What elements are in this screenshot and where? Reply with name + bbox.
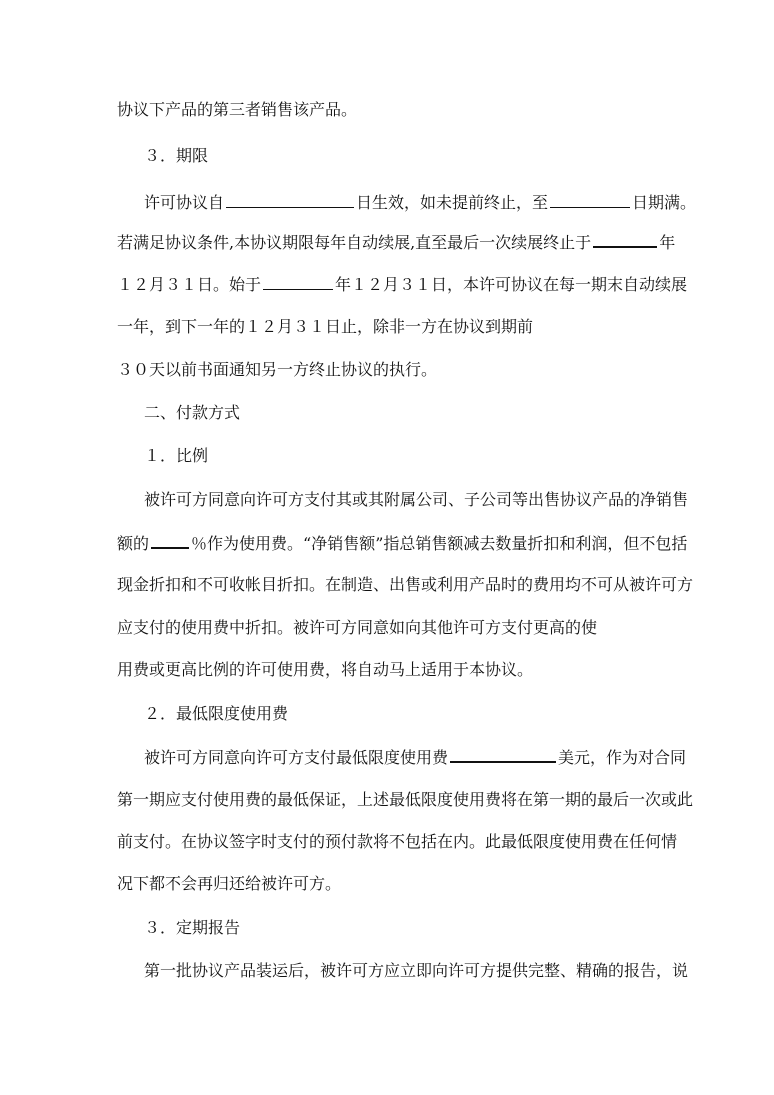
section-heading-ratio: １．比例 [144,446,209,465]
text-line: 协议下产品的第三者销售该产品。 [117,100,358,119]
fill-blank [450,747,556,763]
text-line: 第一期应支付使用费的最低保证，上述最低限度使用费将在第一期的最后一次或此 [117,790,694,809]
text-line: 许可协议自 日生效，如未提前终止，至 日期满。 [144,193,697,212]
section-heading-term: ３．期限 [144,146,209,165]
text-line: ３０天以前书面通知另一方终止协议的执行。 [117,360,438,379]
section-heading-minimum-fee: ２．最低限度使用费 [144,704,289,723]
text-line: 前支付。在协议签字时支付的预付款将不包括在内。此最低限度使用费在任何情 [117,832,678,851]
text-line: 第一批协议产品装运后，被许可方应立即向许可方提供完整、精确的报告，说 [144,961,689,980]
section-heading-payment: 二、付款方式 [144,403,241,422]
section-heading-periodic-report: ３．定期报告 [144,918,241,937]
fill-blank [226,193,354,208]
text-line: 一年，到下一年的１２月３１日止，除非一方在协议到期前 [117,317,534,336]
text-line: 况下都不会再归还给被许可方。 [117,874,342,893]
fill-blank [151,533,189,549]
text-line: 额的 ％作为使用费。“净销售额”指总销售额减去数量折扣和利润，但不包括 [117,534,688,553]
text-line: 被许可方同意向许可方支付其或其附属公司、子公司等出售协议产品的净销售 [144,490,689,509]
fill-blank [550,193,630,208]
text-line: 现金折扣和不可收帐目折扣。在制造、出售或利用产品时的费用均不可从被许可方 [117,575,694,594]
text-line: 被许可方同意向许可方支付最低限度使用费 美元，作为对合同 [144,748,687,767]
text-line: 若满足协议条件,本协议期限每年自动续展,直至最后一次续展终止于 年 [117,233,676,252]
text-line: 用费或更高比例的许可使用费，将自动马上适用于本协议。 [117,660,534,679]
text-line: 应支付的使用费中折扣。被许可方同意如向其他许可方支付更高的使 [117,618,598,637]
fill-blank [263,275,333,290]
text-line: １２月３１日。始于 年１２月３１日，本许可协议在每一期末自动续展 [117,275,688,294]
fill-blank [593,232,657,248]
